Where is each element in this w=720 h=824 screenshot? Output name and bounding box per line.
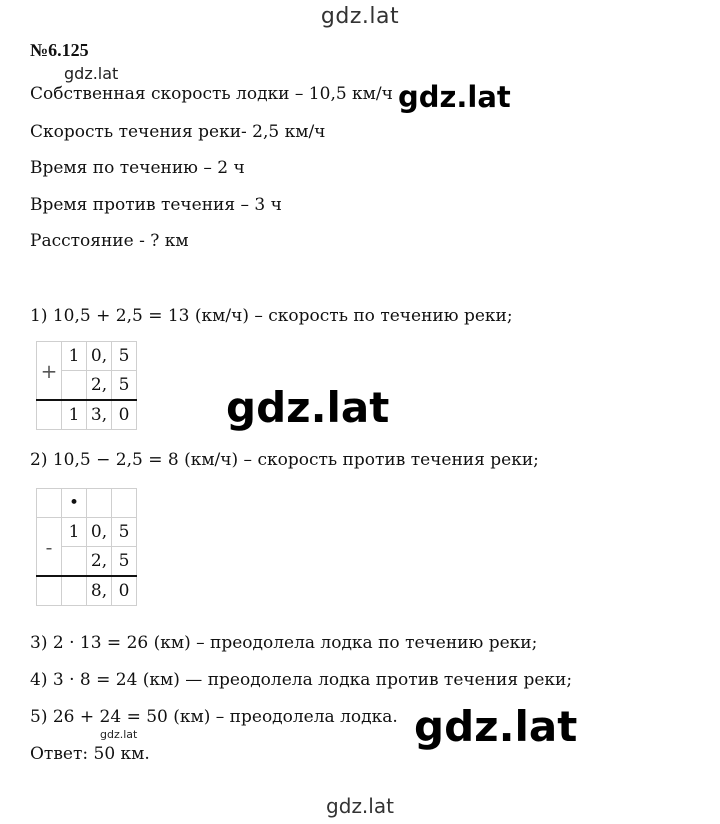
grid-cell: [112, 489, 137, 518]
watermark-small: gdz.lat: [64, 64, 119, 83]
watermark-top: gdz.lat: [320, 4, 400, 29]
grid-cell: [37, 576, 62, 606]
grid-cell: [62, 576, 87, 606]
grid-cell: 0: [112, 576, 137, 606]
watermark-large-1: gdz.lat: [398, 80, 511, 114]
given-line-3: Время по течению – 2 ч: [30, 158, 245, 178]
addition-grid: [36, 341, 137, 430]
answer: Ответ: 50 км.: [30, 744, 150, 764]
step-1: 1) 10,5 + 2,5 = 13 (км/ч) – скорость по течению реки;: [30, 306, 513, 326]
grid-cell: 2,: [87, 547, 112, 577]
watermark-large-2: gdz.lat: [226, 383, 390, 432]
grid-cell: 5: [112, 371, 137, 401]
step-3: 3) 2 · 13 = 26 (км) – преодолела лодка по течению реки;: [30, 633, 538, 653]
carry-dot: •: [62, 489, 87, 518]
given-line-4: Время против течения – 3 ч: [30, 195, 282, 215]
grid-cell: 2,: [87, 371, 112, 401]
grid-cell: [62, 547, 87, 577]
given-line-2: Скорость течения реки- 2,5 км/ч: [30, 122, 326, 142]
watermark-tiny: gdz.lat: [100, 728, 138, 741]
grid-cell: 5: [112, 547, 137, 577]
grid-cell: [62, 371, 87, 401]
watermark-large-3: gdz.lat: [414, 702, 578, 751]
problem-number: №6.125: [30, 40, 89, 60]
grid-cell: [87, 489, 112, 518]
minus-sign: -: [37, 518, 62, 577]
grid-cell: 1: [62, 400, 87, 430]
given-line-1: Собственная скорость лодки – 10,5 км/ч: [30, 84, 393, 104]
grid-cell: 1: [62, 342, 87, 371]
given-line-5: Расстояние - ? км: [30, 231, 189, 251]
grid-cell: 5: [112, 518, 137, 547]
grid-cell: 0: [112, 400, 137, 430]
step-2: 2) 10,5 − 2,5 = 8 (км/ч) – скорость против течения реки;: [30, 450, 539, 470]
step-5: 5) 26 + 24 = 50 (км) – преодолела лодка.: [30, 707, 398, 727]
step-4: 4) 3 · 8 = 24 (км) — преодолела лодка против течения реки;: [30, 670, 573, 690]
grid-cell: 5: [112, 342, 137, 371]
subtraction-grid: [36, 488, 137, 606]
grid-cell: 0,: [87, 518, 112, 547]
plus-sign: +: [37, 342, 62, 401]
watermark-bottom: gdz.lat: [326, 794, 394, 818]
grid-cell: 3,: [87, 400, 112, 430]
grid-cell: [37, 400, 62, 430]
grid-cell: [37, 489, 62, 518]
grid-cell: 0,: [87, 342, 112, 371]
grid-cell: 1: [62, 518, 87, 547]
grid-cell: 8,: [87, 576, 112, 606]
